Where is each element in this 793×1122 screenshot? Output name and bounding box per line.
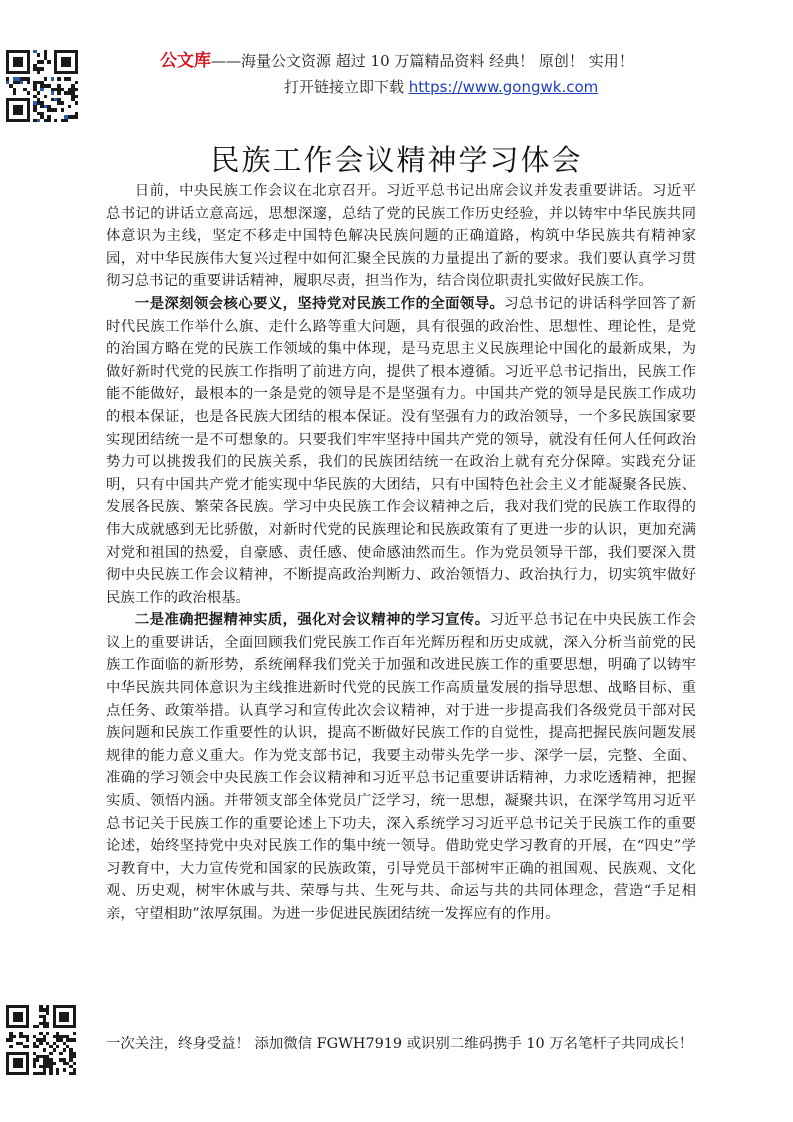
document-body xyxy=(106,180,696,926)
brand-name: 公文库 xyxy=(160,51,211,71)
header-banner xyxy=(160,50,720,72)
paragraph-text: 习总书记的讲话科学回答了新时代民族工作举什么旗、走什么路等重大问题，具有很强的政治性、思想性、理论性，是党的治国方略在党的民族工作领域的集中体现，是马克思主义民族理论中国化的最新成果，为做好新时代党的民族工作指明了前进方向，提供了根本遵循。习近平总书记指出，民族工作能不能做好，最根本的一条是党的领导是不是坚强有力。中国共产党的领导是民族工作成功的根本保证，也是各民族大团结的根本保证。没有坚强有力的政治领导，一个多民族国家要实现团结统一是不可想象的。只要我们牢牢坚持中国共产党的领导，就没有任何人任何政治势力可以挑拨我们的民族关系，我们的民族团结统一在政治上就有充分保障。实践充分证明，只有中国共产党才能实现中华民族的大团结，只有中国特色社会主义才能凝聚各民族、发展各民族、繁荣各民族。学习中央民族工作会议精神之后，我对我们党的民族工作取得的伟大成就感到无比骄傲，对新时代党的民族理论和民族政策有了更进一步的认识，更加充满对党和祖国的热爱，自豪感、责任感、使命感油然而生。作为党员领导干部，我们要深入贯彻中央民族工作会议精神，不断提高政治判断力、政治领悟力、政治执行力，切实筑牢做好民族工作的政治根基。 xyxy=(106,295,696,606)
paragraph-intro xyxy=(106,180,696,293)
header-tagline: ——海量公文资源 超过 10 万篇精品资料 经典！ 原创！ 实用！ xyxy=(211,52,634,70)
download-link[interactable]: https://www.gongwk.com xyxy=(408,78,599,96)
paragraph-lead: 二是准确把握精神实质，强化对会议精神的学习宣传。 xyxy=(134,611,490,629)
header-download-line xyxy=(284,76,598,98)
paragraph-point-one xyxy=(106,293,696,609)
paragraph-text: 习近平总书记在中央民族工作会议上的重要讲话，全面回顾我们党民族工作百年光辉历程和历史成就，深入分析当前党的民族工作面临的新形势，系统阐释我们党关于加强和改进民族工作的重要思想，明确了以铸牢中华民族共同体意识为主线推进新时代党的民族工作高质量发展的指导思想、战略目标、重点任务、政策举措。认真学习和宣传此次会议精神，对于进一步提高我们各级党员干部对民族问题和民族工作重要性的认识，提高不断做好民族工作的自觉性，提高把握民族问题发展规律的能力意义重大。作为党支部书记，我要主动带头先学一步、深学一层，完整、全面、准确的学习领会中央民族工作会议精神和习近平总书记重要讲话精神，力求吃透精神，把握实质、领悟内涵。并带领支部全体党员广泛学习，统一思想，凝聚共识，在深学笃用习近平总书记关于民族工作的重要论述上下功夫，深入系统学习习近平总书记关于民族工作的重要论述，始终坚持党中央对民族工作的集中统一领导。借助党史学习教育的开展，在“四史”学习教育中，大力宣传党和国家的民族政策，引导党员干部树牢正确的祖国观、民族观、文化观、历史观，树牢休戚与共、荣辱与共、生死与共、命运与共的共同体理念，营造“手足相亲，守望相助”浓厚氛围。为进一步促进民族团结统一发挥应有的作用。 xyxy=(106,612,696,922)
download-prompt: 打开链接立即下载 xyxy=(284,78,405,96)
document-title: 民族工作会议精神学习体会 xyxy=(210,143,583,177)
bottom-qr-code-icon xyxy=(6,1005,76,1075)
top-qr-code-icon xyxy=(6,50,78,122)
paragraph-lead: 一是深刻领会核心要义，坚持党对民族工作的全面领导。 xyxy=(134,294,505,312)
paragraph-text: 日前，中央民族工作会议在北京召开。习近平总书记出席会议并发表重要讲话。习近平总书记的讲话立意高远，思想深邃，总结了党的民族工作历史经验，并以铸牢中华民族共同体意识为主线，坚定不移走中国特色解决民族问题的正确道路，构筑中华民族共有精神家园，对中华民族伟大复兴过程中如何汇聚全民族的力量提出了新的要求。我们要认真学习贯彻习总书记的重要讲话精神，履职尽责，担当作为，结合岗位职责扎实做好民族工作。 xyxy=(106,183,696,290)
paragraph-point-two xyxy=(106,609,696,925)
footer-promo: 一次关注，终身受益！ 添加微信 FGWH7919 或识别二维码携手 10 万名笔杆子共同成长！ xyxy=(106,1036,694,1052)
